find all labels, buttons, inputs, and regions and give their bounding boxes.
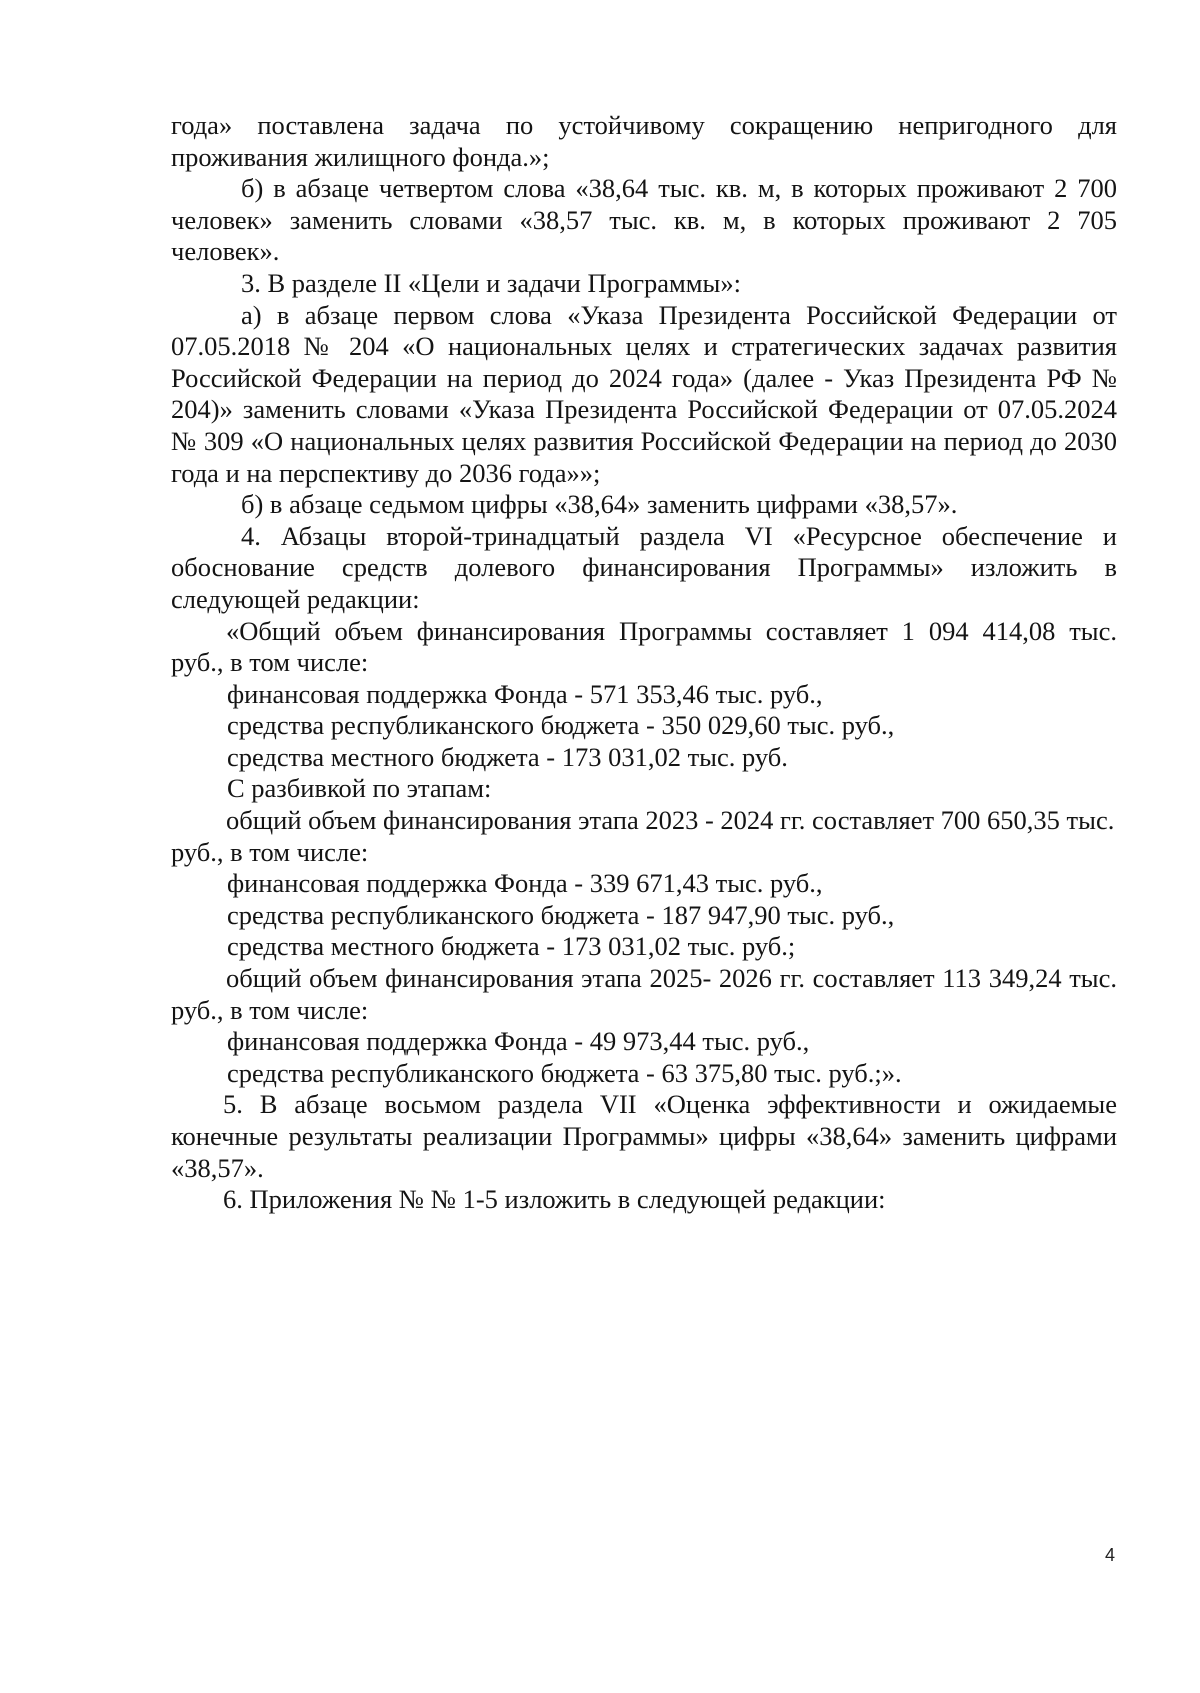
paragraph-republican-budget: средства республиканского бюджета - 350 029,60 тыс. руб., bbox=[227, 710, 895, 741]
paragraph-item-3: 3. В разделе II «Цели и задачи Программы»: bbox=[241, 267, 741, 298]
paragraph-item-5: 5. В абзаце восьмом раздела VII «Оценка эффективности и ожидаемые конечные результаты реализации Программы» цифры «38,64» заменить цифрами «38,57». bbox=[171, 1089, 1117, 1183]
paragraph-stage-2025-2026: общий объем финансирования этапа 2025- 2026 гг. составляет 113 349,24 тыс. руб., в том числе: bbox=[171, 963, 1117, 1025]
paragraph-item-6: 6. Приложения № № 1-5 изложить в следующей редакции: bbox=[223, 1184, 886, 1215]
paragraph-amendment-3a: а) в абзаце первом слова «Указа Президента Российской Федерации от 07.05.2018 № 204 «О национальных целях и стратегических задачах развития Российской Федерации на период до 2024 года» (далее - Указ Президента РФ № 204)» заменить словами «Указа Президента Российской Федерации от 07.05.2024 № 309 «О национальных целях развития Российской Федерации на период до 2030 года и на перспективу до 2036 года»»; bbox=[171, 299, 1117, 488]
paragraph-continuation: года» поставлена задача по устойчивому сокращению непригодного для проживания жилищного фонда.»; bbox=[171, 110, 1117, 172]
paragraph-amendment-3b: б) в абзаце седьмом цифры «38,64» заменить цифрами «38,57». bbox=[241, 489, 958, 520]
paragraph-amendment-2b: б) в абзаце четвертом слова «38,64 тыс. кв. м, в которых проживают 2 700 человек» заменить словами «38,57 тыс. кв. м, в которых проживают 2 705 человек». bbox=[171, 173, 1117, 267]
document-body bbox=[171, 110, 1117, 1216]
paragraph-item-4: 4. Абзацы второй-тринадцатый раздела VI «Ресурсное обеспечение и обоснование средств долевого финансирования Программы» изложить в следующей редакции: bbox=[171, 520, 1117, 614]
paragraph-stage2-fund-support: финансовая поддержка Фонда - 49 973,44 тыс. руб., bbox=[227, 1026, 810, 1057]
paragraph-stage1-fund-support: финансовая поддержка Фонда - 339 671,43 тыс. руб., bbox=[227, 868, 823, 899]
paragraph-stage2-republican-budget: средства республиканского бюджета - 63 375,80 тыс. руб.;». bbox=[227, 1057, 902, 1088]
paragraph-local-budget: средства местного бюджета - 173 031,02 тыс. руб. bbox=[227, 741, 788, 772]
paragraph-fund-support: финансовая поддержка Фонда - 571 353,46 тыс. руб., bbox=[227, 678, 823, 709]
paragraph-stage1-republican-budget: средства республиканского бюджета - 187 947,90 тыс. руб., bbox=[227, 899, 895, 930]
paragraph-stage1-local-budget: средства местного бюджета - 173 031,02 тыс. руб.; bbox=[227, 931, 796, 962]
paragraph-stage-2023-2024: общий объем финансирования этапа 2023 - 2024 гг. составляет 700 650,35 тыс. руб., в том числе: bbox=[171, 805, 1115, 867]
paragraph-stages-heading: С разбивкой по этапам: bbox=[227, 773, 492, 804]
page-number: 4 bbox=[1105, 1545, 1116, 1565]
paragraph-total-financing: «Общий объем финансирования Программы составляет 1 094 414,08 тыс. руб., в том числе: bbox=[171, 615, 1117, 678]
